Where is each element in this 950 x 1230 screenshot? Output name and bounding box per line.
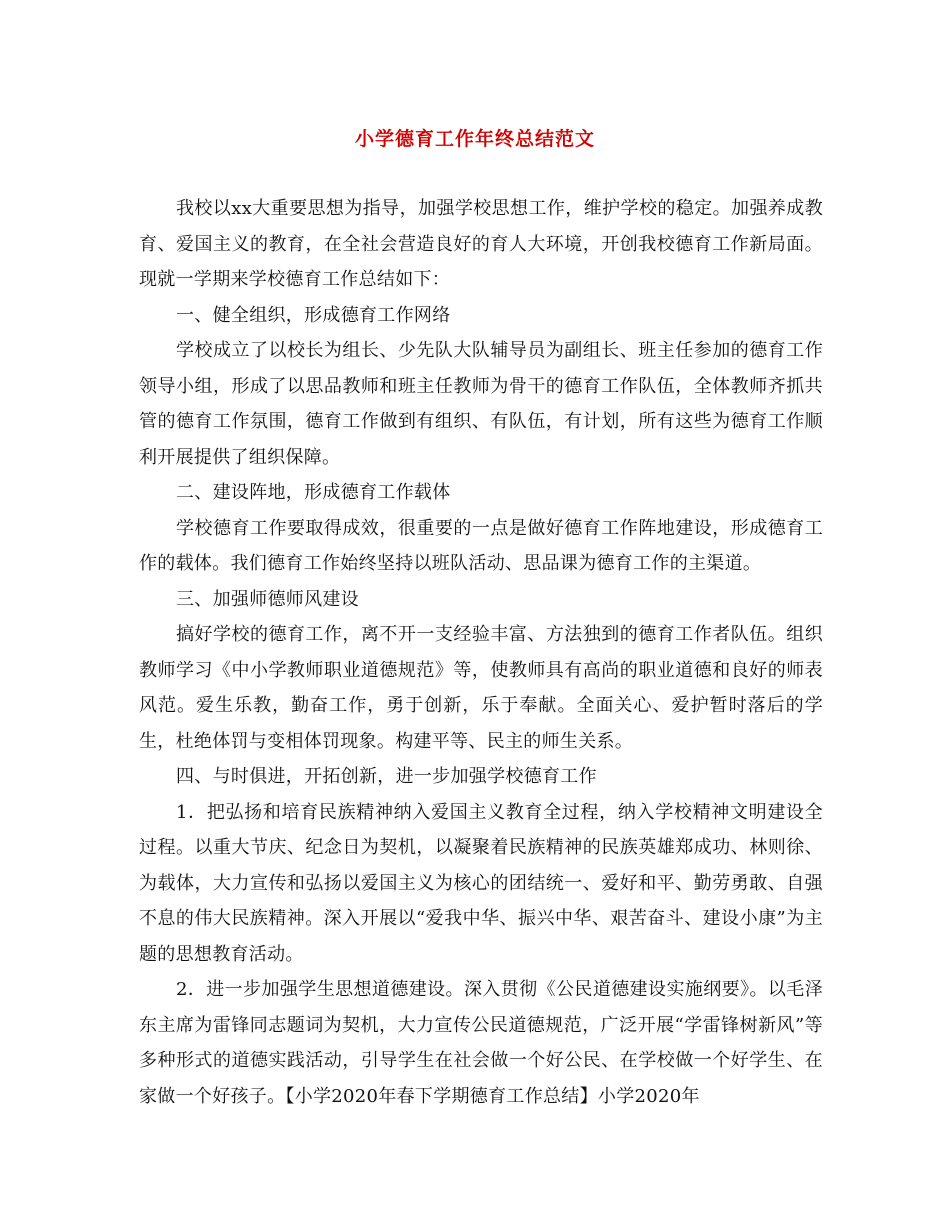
section-heading-3: 三、加强师德师风建设 [176, 588, 359, 610]
document-body [139, 191, 823, 1114]
section-heading-2: 二、建设阵地，形成德育工作载体 [176, 482, 451, 503]
section-heading-4: 四、与时俱进，开拓创新，进一步加强学校德育工作 [176, 766, 597, 787]
paragraph-item-2: 2．进一步加强学生思想道德建设。深入贯彻《公民道德建设实施纲要》。以毛泽东主席为雷锋同志题词为契机，大力宣传公民道德规范，广泛开展“学雷锋树新风”等多种形式的道德实践活动，引导学生在社会做一个好公民、在学校做一个好学生、在家做一个好孩子。【小学2020年春下学期德育工作总结】小学2020年 [139, 979, 823, 1107]
section-heading-1: 一、健全组织，形成德育工作网络 [176, 304, 451, 326]
paragraph-base-building: 学校德育工作要取得成效，很重要的一点是做好德育工作阵地建设，形成德育工作的载体。我们德育工作始终坚持以班队活动、思品课为德育工作的主渠道。 [139, 517, 823, 574]
paragraph-item-1: 1．把弘扬和培育民族精神纳入爱国主义教育全过程，纳入学校精神文明建设全过程。以重大节庆、纪念日为契机，以凝聚着民族精神的民族英雄郑成功、林则徐、为载体，大力宣传和弘扬以爱国主义为核心的团结统一、爱好和平、勤劳勇敢、自强不息的伟大民族精神。深入开展以“爱我中华、振兴中华、艰苦奋斗、建设小康”为主题的思想教育活动。 [139, 801, 823, 965]
paragraph-teacher-ethics: 搞好学校的德育工作，离不开一支经验丰富、方法独到的德育工作者队伍。组织教师学习《中小学教师职业道德规范》等，使教师具有高尚的职业道德和良好的师表风范。爱生乐教，勤奋工作，勇于创新，乐于奉献。全面关心、爱护暂时落后的学生，杜绝体罚与变相体罚现象。构建平等、民主的师生关系。 [139, 624, 823, 752]
document-title: 小学德育工作年终总结范文 [354, 128, 595, 150]
paragraph-intro: 我校以xx大重要思想为指导，加强学校思想工作，维护学校的稳定。加强养成教育、爱国主义的教育，在全社会营造良好的育人大环境，开创我校德育工作新局面。现就一学期来学校德育工作总结如下： [139, 198, 823, 290]
paragraph-organization: 学校成立了以校长为组长、少先队大队辅导员为副组长、班主任参加的德育工作领导小组，形成了以思品教师和班主任教师为骨干的德育工作队伍，全体教师齐抓共管的德育工作氛围，德育工作做到有组织、有队伍，有计划，所有这些为德育工作顺利开展提供了组织保障。 [139, 340, 823, 468]
